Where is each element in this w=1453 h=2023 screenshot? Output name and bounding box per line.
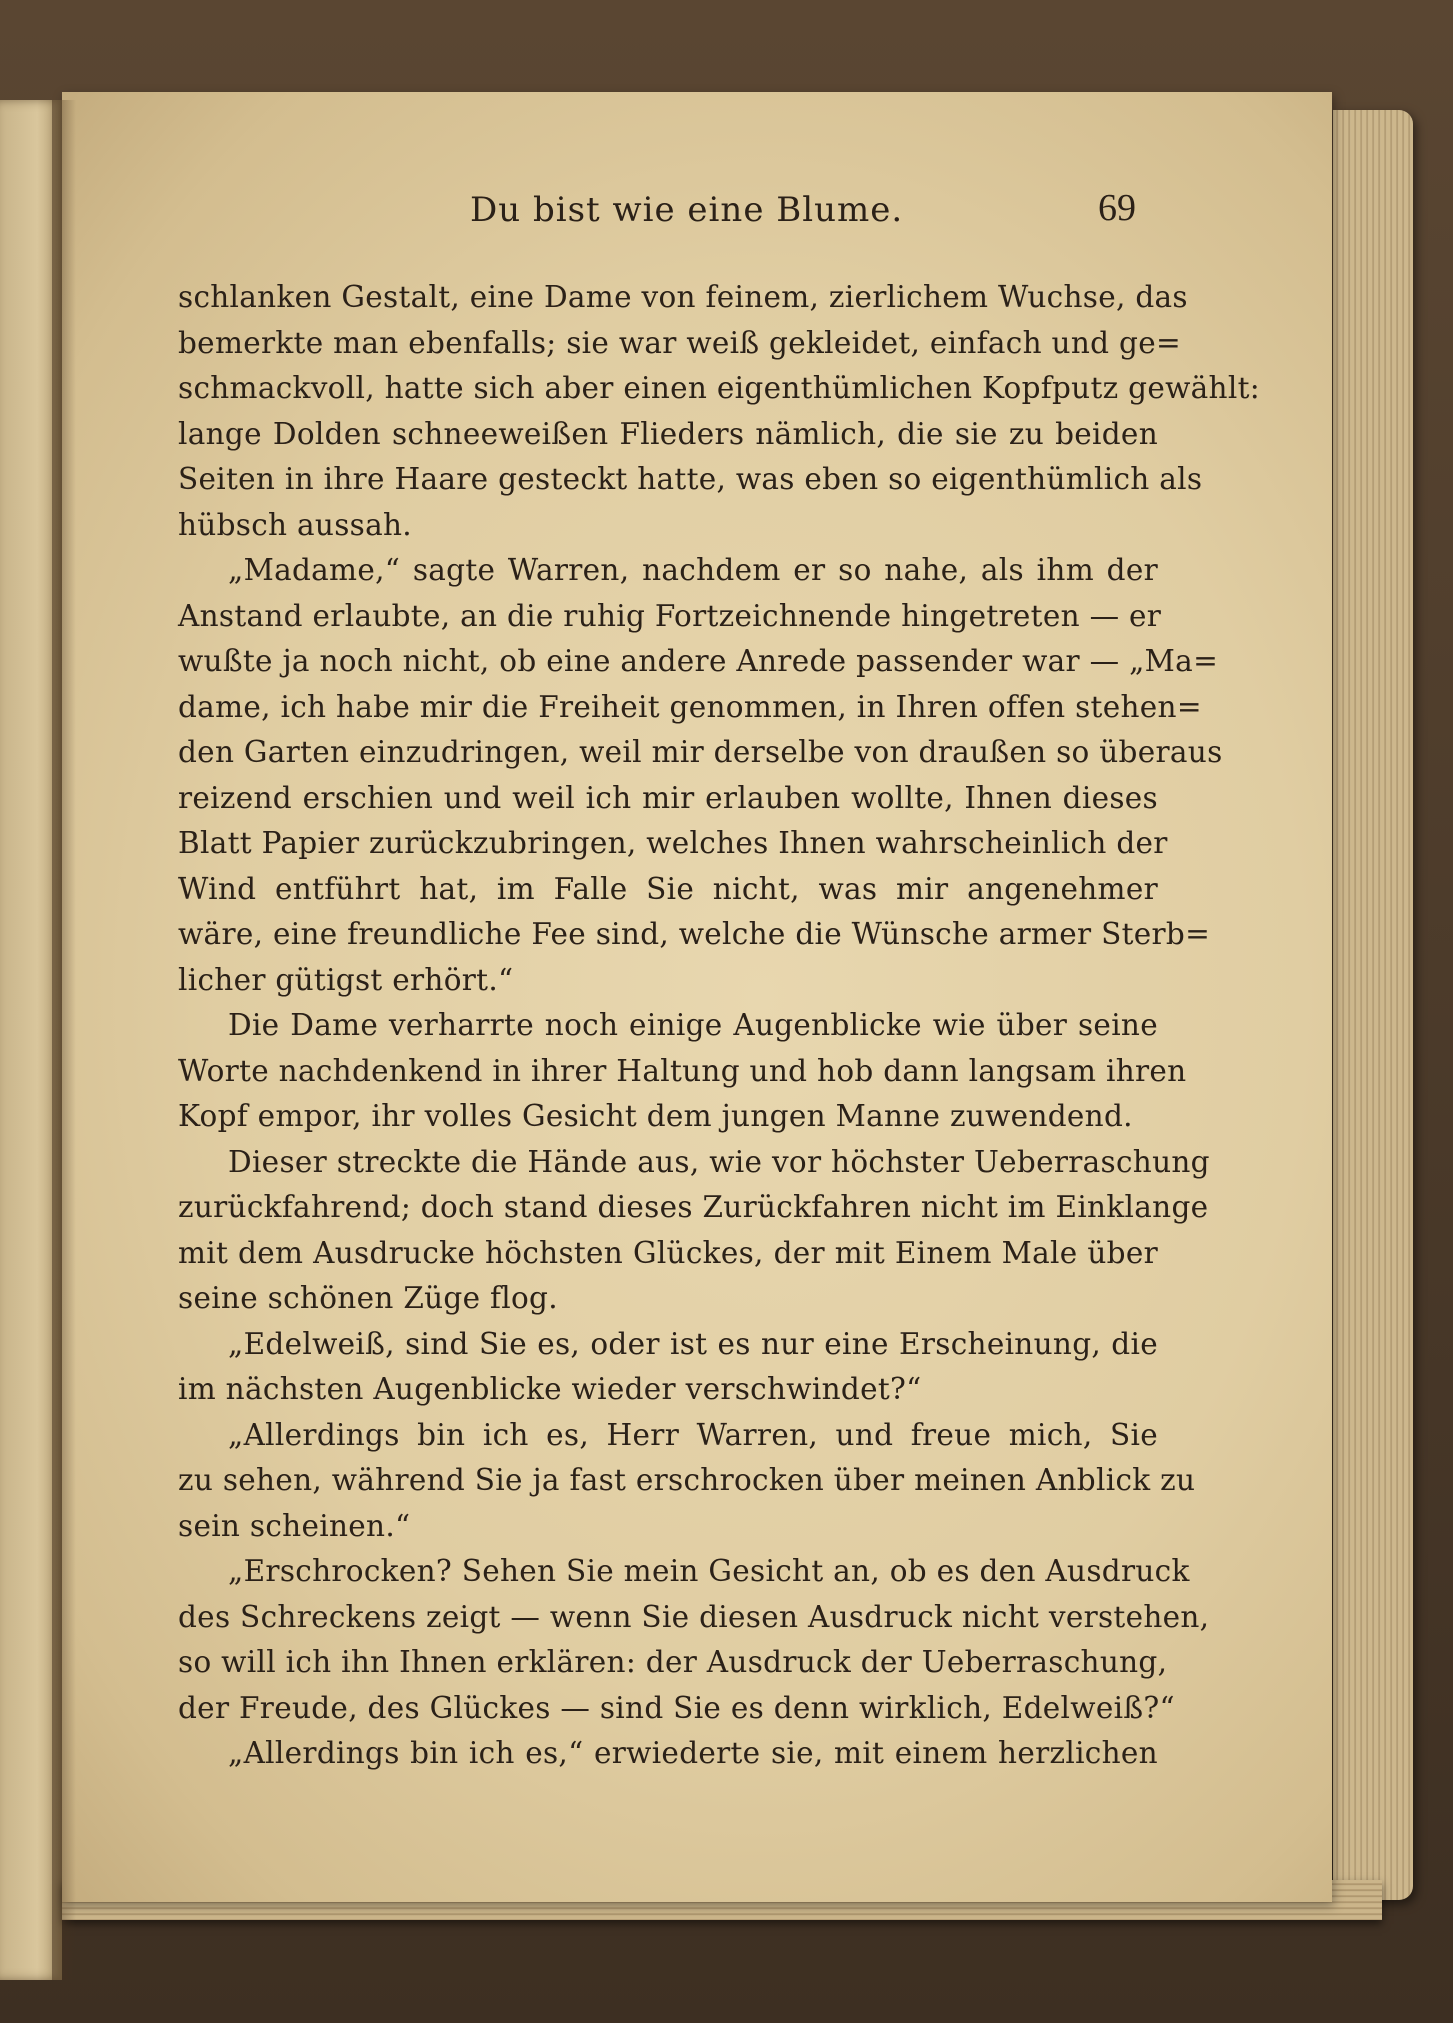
- page-number: 69: [1098, 187, 1136, 229]
- text-line: licher gütigst erhört.“: [178, 962, 514, 997]
- text-line: schlanken Gestalt, eine Dame von feinem, zierlichem Wuchse, das: [178, 280, 1188, 314]
- text-line: den Garten einzudringen, weil mir derselbe von draußen so überaus: [178, 735, 1223, 769]
- text-line: zu sehen, während Sie ja fast erschrocken über meinen Anblick zu: [178, 1463, 1196, 1497]
- gutter-shadow: [52, 100, 76, 1980]
- text-line: im nächsten Augenblicke wieder verschwindet?“: [178, 1372, 922, 1406]
- text-line: so will ich ihn Ihnen erklären: der Ausdruck der Ueberraschung,: [178, 1645, 1168, 1679]
- text-line: mit dem Ausdrucke höchsten Glückes, der mit Einem Male über: [178, 1235, 1158, 1270]
- text-line: schmackvoll, hatte sich aber einen eigenthümlichen Kopfputz gewählt:: [178, 371, 1260, 405]
- text-line: reizend erschien und weil ich mir erlauben wollte, Ihnen dieses: [178, 780, 1158, 815]
- page-stack-edge: [1333, 110, 1413, 1900]
- text-line: wußte ja noch nicht, ob eine andere Anrede passender war — „Ma=: [178, 644, 1219, 678]
- text-line: der Freude, des Glückes — sind Sie es denn wirklich, Edelweiß?“: [178, 1690, 1175, 1725]
- text-line: seine schönen Züge flog.: [178, 1281, 558, 1315]
- text-line: Seiten in ihre Haare gesteckt hatte, was eben so eigenthümlich als: [178, 462, 1203, 496]
- text-line: sein scheinen.“: [178, 1508, 411, 1543]
- text-line: bemerkte man ebenfalls; sie war weiß gekleidet, einfach und ge=: [178, 325, 1181, 360]
- text-line: „Allerdings bin ich es, Herr Warren, und freue mich, Sie: [228, 1417, 1158, 1452]
- text-line: zurückfahrend; doch stand dieses Zurückfahren nicht im Einklange: [178, 1190, 1209, 1224]
- text-line: Dieser streckte die Hände aus, wie vor höchster Ueberraschung: [228, 1144, 1210, 1179]
- text-line: hübsch aussah.: [178, 507, 412, 542]
- text-line: „Edelweiß, sind Sie es, oder ist es nur eine Erscheinung, die: [228, 1326, 1158, 1361]
- text-line: des Schreckens zeigt — wenn Sie diesen Ausdruck nicht verstehen,: [178, 1599, 1210, 1634]
- text-line: Worte nachdenkend in ihrer Haltung und hob dann langsam ihren: [178, 1053, 1187, 1088]
- text-line: „Erschrocken? Sehen Sie mein Gesicht an, ob es den Ausdruck: [228, 1554, 1190, 1588]
- text-line: Kopf empor, ihr volles Gesicht dem jungen Manne zuwendend.: [178, 1099, 1133, 1133]
- text-line: „Allerdings bin ich es,“ erwiederte sie, mit einem herzlichen: [228, 1736, 1158, 1770]
- text-line: Die Dame verharrte noch einige Augenblicke wie über seine: [228, 1008, 1158, 1042]
- text-line: wäre, eine freundliche Fee sind, welche die Wünsche armer Sterb=: [178, 917, 1211, 951]
- text-line: lange Dolden schneeweißen Flieders nämlich, die sie zu beiden: [178, 416, 1158, 451]
- text-line: Wind entführt hat, im Falle Sie nicht, was mir angenehmer: [178, 871, 1158, 906]
- body-text: [178, 275, 1260, 1775]
- text-line: Blatt Papier zurückzubringen, welches Ihnen wahrscheinlich der: [178, 826, 1168, 860]
- text-line: „Madame,“ sagte Warren, nachdem er so nahe, als ihm der: [228, 553, 1158, 587]
- running-title: Du bist wie eine Blume.: [470, 190, 904, 230]
- text-line: Anstand erlaubte, an die ruhig Fortzeichnende hingetreten — er: [178, 598, 1162, 633]
- text-line: dame, ich habe mir die Freiheit genommen, in Ihren offen stehen=: [178, 689, 1202, 724]
